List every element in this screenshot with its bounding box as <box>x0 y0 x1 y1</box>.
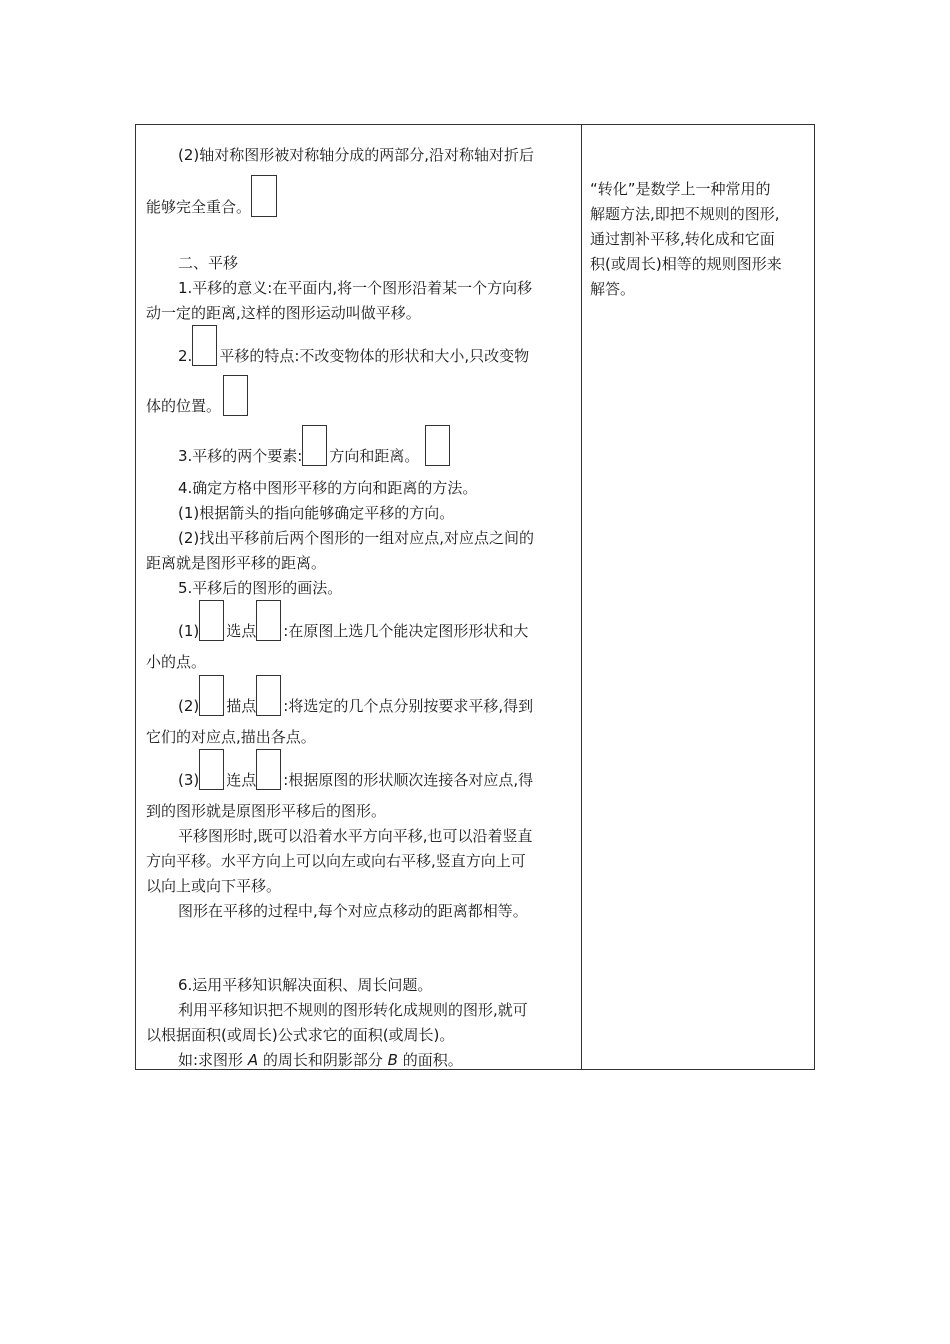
tip-line3: 以向上或向下平移。 <box>146 877 282 895</box>
axis-point-2-line1: (2)轴对称图形被对称轴分成的两部分,沿对称轴对折后 <box>178 146 535 164</box>
step-2-line1: (2) 描点 :将选定的几个点分别按要求平移,得到 <box>178 675 533 716</box>
para-6-line2: 以根据面积(或周长)公式求它的面积(或周长)。 <box>146 1026 455 1044</box>
section-title: 二、平移 <box>178 254 239 272</box>
equal-distance-note: 图形在平移的过程中,每个对应点移动的距离都相等。 <box>178 902 528 920</box>
axis-point-2-line2: 能够完全重合。 <box>146 175 277 217</box>
example-line: 如:求图形 A 的周长和阴影部分 B 的面积。 <box>178 1051 463 1069</box>
note-line-4: 积(或周长)相等的规则图形来 <box>590 255 782 273</box>
step-3-line2: 到的图形就是原图形平移后的图形。 <box>146 802 387 820</box>
para-5: 5.平移后的图形的画法。 <box>178 579 343 597</box>
blank-box <box>199 675 224 716</box>
blank-box <box>223 375 248 416</box>
para-4: 4.确定方格中图形平移的方向和距离的方法。 <box>178 479 478 497</box>
variable-b: B <box>387 1051 398 1069</box>
content-table <box>135 124 815 1070</box>
blank-box <box>302 425 327 466</box>
para-1-line1: 1.平移的意义:在平面内,将一个图形沿着某一个方向移 <box>178 279 533 297</box>
step-2-line2: 它们的对应点,描出各点。 <box>146 728 316 746</box>
para-4-item-2-line2: 距离就是图形平移的距离。 <box>146 554 327 572</box>
para-2-line1: 2. 平移的特点:不改变物体的形状和大小,只改变物 <box>178 325 529 366</box>
para-1-line2: 动一定的距离,这样的图形运动叫做平移。 <box>146 304 421 322</box>
blank-box <box>199 749 224 790</box>
para-6-line1: 利用平移知识把不规则的图形转化成规则的图形,就可 <box>178 1001 528 1019</box>
step-1-line2: 小的点。 <box>146 653 207 671</box>
para-4-item-1: (1)根据箭头的指向能够确定平移的方向。 <box>178 504 455 522</box>
left-column <box>136 125 581 1069</box>
blank-box <box>251 175 277 217</box>
blank-box <box>256 600 281 641</box>
right-column-note <box>582 125 814 1069</box>
blank-box <box>192 325 217 366</box>
blank-box <box>256 675 281 716</box>
blank-box <box>199 600 224 641</box>
tip-line1: 平移图形时,既可以沿着水平方向平移,也可以沿着竖直 <box>178 827 533 845</box>
tip-line2: 方向平移。水平方向上可以向左或向右平移,竖直方向上可 <box>146 852 526 870</box>
step-3-line1: (3) 连点 :根据原图的形状顺次连接各对应点,得 <box>178 749 533 790</box>
blank-box <box>425 425 450 466</box>
step-1-line1: (1) 选点 :在原图上选几个能决定图形形状和大 <box>178 600 528 641</box>
note-line-2: 解题方法,即把不规则的图形, <box>590 205 780 223</box>
variable-a: A <box>247 1051 259 1069</box>
note-line-1: “转化”是数学上一种常用的 <box>590 180 771 198</box>
para-2-line2: 体的位置。 <box>146 375 250 416</box>
para-3: 3.平移的两个要素: 方向和距离。 <box>178 425 452 466</box>
para-4-item-2-line1: (2)找出平移前后两个图形的一组对应点,对应点之间的 <box>178 529 535 547</box>
note-line-3: 通过割补平移,转化成和它面 <box>590 230 775 248</box>
blank-box <box>256 749 281 790</box>
para-6: 6.运用平移知识解决面积、周长问题。 <box>178 976 433 994</box>
note-line-5: 解答。 <box>590 280 636 298</box>
